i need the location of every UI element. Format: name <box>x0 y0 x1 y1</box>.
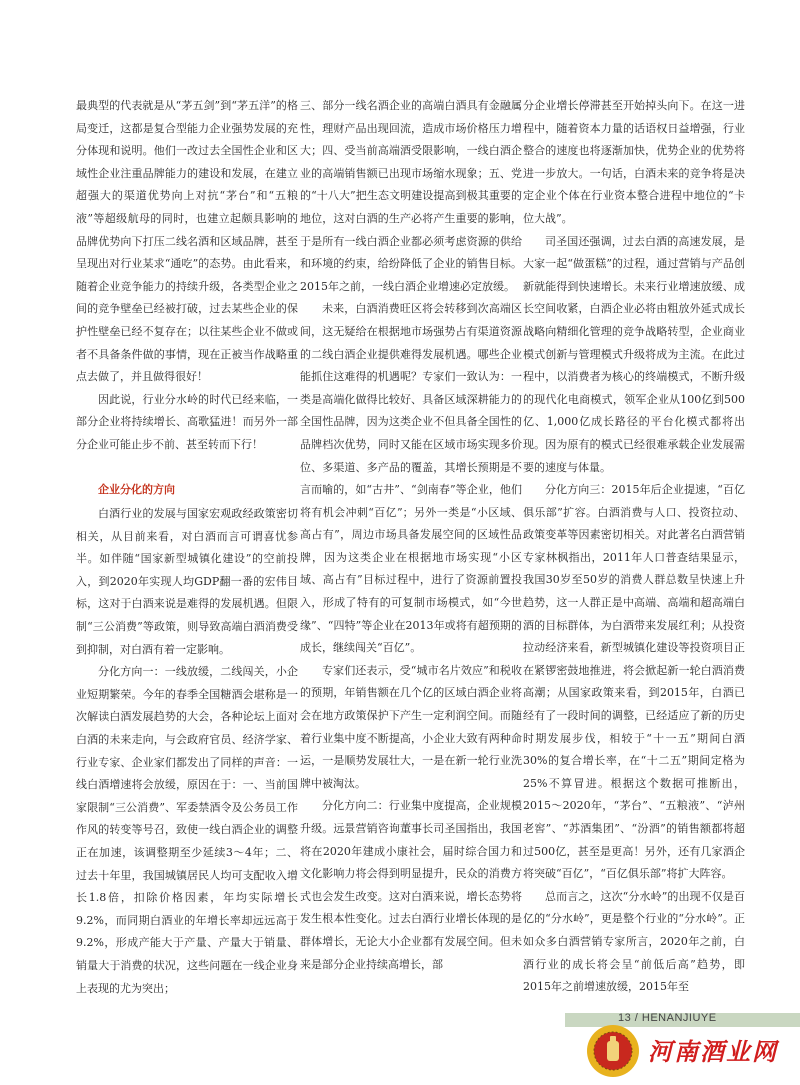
paragraph: 总而言之，这次“分水岭”的出现不仅是百亿的“分水岭”，更是整个行业的“分水岭”。正如众多白酒营销专家所言，2020年之前，白酒行业的成长将会呈“前低后高”趋势，即2015年之前增速放缓，2015年至 <box>523 889 745 994</box>
paragraph: 白酒行业的发展与国家宏观政经政策密切相关，从目前来看，对白酒而言可谓喜忧参半。如伴随“国家新型城镇化建设”的空前投入，到2020年实现人均GDP翻一番的宏伟目标，这对于白酒来说是难得的发展机遇。但限制“三公消费”等政策，则导致高端白酒消费受到抑制，对白酒有着一定影响。 <box>76 507 298 656</box>
article-column-1 <box>76 95 298 1000</box>
paragraph: 未来，白酒消费旺区将会转移到次高端区间，这无疑给在根据地市场强势占有渠道资源的二线白酒企业提供难得发展机遇。哪些企业能抓住这难得的机遇呢？专家们一致认为：一类是高端化做得比较好、具备区域深耕能力的全国性品牌，因为这类企业不但具备全国性的品牌档次优势，同时又能在区域市场实现多价位、多渠道、多产品的覆盖，其增长预期是不言而喻的，如“古井”、“剑南春”等企业，他们将有机会冲刺“百亿”；另外一类是“小区域、高占有”，周边市场具备发展空间的区域性品牌，因为这类企业在根据地市场实现“小区域、高占有”目标过程中，进行了资源前置投入，形成了特有的可复制市场模式，如“今世缘”、“四特”等企业在2013年或将有超预期的成长，继续闯关“百亿”。 <box>300 302 522 655</box>
paragraph: 分化方向一：一线放缓，二线闯关，小企业短期繁荣。今年的春季全国糖酒会堪称是一次解读白酒发展趋势的大会，各种论坛上面对白酒的未来走向，与会政府官员、经济学家、行业专家、企业家们都发出了同样的声音：一线白酒增速将会放缓，原因在于：一、当前国家限制“三公消费”、军委禁酒令及公务员工作作风的转变等号召，致使一线白酒企业的调整正在加速，该调整期至少延续3～4年；二、过去十年里，我国城镇居民人均可支配收入增长1.8倍，扣除价格因素，年均实际增长9.2%，而同期白酒业的年增长率却远远高于9.2%，形成产能大于产量、产量大于销量、销量大于消费的状况，这些问题在一线企业身上表现的尤为突出； <box>76 665 298 995</box>
paragraph: 因此说，行业分水岭的时代已经来临，一部分企业将持续增长、高歌猛进！而另外一部分企业可能止步不前、甚至转而下行！ <box>76 392 298 451</box>
page-number: 13 / HENANJIUYE <box>618 1012 717 1024</box>
paragraph: 最典型的代表就是从“茅五剑”到“茅五洋”的格局变迁，这都是复合型能力企业强势发展的充分体现和说明。他们一改过去全国性企业和区域性企业注重品牌能力的建设和发展，在建立超强大的渠道优势向上对抗“茅台”和“五粮液”等超级航母的同时，也建立起颇具影响的品牌优势向下打压二线名酒和区域品牌，甚至呈现出对行业某求“通吃”的态势。由此看来，随着企业竞争能力的持续升级，各类型企业之间的竞争壁垒已经被打破，过去某些企业的保护性壁垒已经不复存在；以往某些企业不做或者不具备条件做的事情，现在正被当作战略重点去做了，并且做得很好！ <box>76 99 298 384</box>
paragraph: 司圣国还强调，过去白酒的高速发展，是大家一起“做蛋糕”的过程，通过营销与产品创新就能得到快速增长。未来行业增速放缓、成长空间收紧，白酒企业必将由粗放外延式成长战略向精细化管理的竞争战略转型，企业商业模式创新与管理模式升级将成为主流。在此过程中，以消费者为核心的终端模式，不断升级的现代化电商模式，领军企业从100亿到500亿、1,000亿成长路径的平台化模式都将出现。因为原有的模式已经很难承载企业发展需要的速度与体量。 <box>523 234 745 474</box>
paragraph: 分化方向三：2015年后企业提速，“百亿俱乐部”扩容。白酒消费与人口、投资拉动、政策变革等因素密切相关。对此著名白酒营销专家林枫指出，2011年人口普查结果显示，我国30岁至50岁的消费人群总数呈快速上升趋势，这一人群正是中高端、高端和超高端白酒的目标群体，为白酒带来发展红利；从投资拉动经济来看，新型城镇化建设等投资项目正在紧锣密鼓地推进，将会掀起新一轮白酒消费高潮；从国家政策来看，到2015年，白酒已经有了一段时间的调整，已经适应了新的历史时期发展步伐，相较于“十一五”期间白酒30%的复合增长率，在“十二五”期间定格为25%不算冒进。根据这个数据可推断出，2015～2020年，“茅台”、“五粮液”、“泸州老窖”、“苏酒集团”、“汾酒”的销售额都将超过500亿，甚至是更高！另外，还有几家酒企将突破“百亿”，“百亿俱乐部”将扩大阵容。 <box>523 483 745 881</box>
henan-jiuye-logo-icon <box>586 1024 640 1078</box>
paragraph: 专家们还表示，受“城市名片效应”和税收的预期，年销售额在几个亿的区域白酒企业将会在地方政策保护下产生一定利润空间。而随着行业集中度不断提高，小企业大致有两种命运，一是顺势发展壮大，一是在新一轮行业洗牌中被淘汰。 <box>300 663 522 790</box>
paragraph: 分化方向二：行业集中度提高，企业规模升级。远景营销咨询董事长司圣国指出，我国将在2020年建成小康社会，届时综合国力和文化影响力将会得到明显提升，民众的消费方式也会发生改变。这对白酒来说，增长态势将发生根本性变化。过去白酒行业增长体现的是群体增长，无论大小企业都有发展空间。但未来是部分企业持续高增长，部 <box>300 799 522 971</box>
site-name: 河南酒业网 <box>648 1038 778 1066</box>
article-column-3 <box>523 95 745 999</box>
article-column-2 <box>300 95 522 976</box>
paragraph: 三、部分一线名酒企业的高端白酒具有金融属性，理财产品出现回流，造成市场价格压力增大；四、受当前高端酒受限影响，一线白酒企业的高端销售额已出现市场缩水现象；五、党的“十八大”把生态文明建设提高到极其重要的地位，这对白酒的生产必将产生重要的影响，于是所有一线白酒企业都必须考虑资源的供给和环境的约束，给纷降低了企业的销售目标。2015年之前，一线白酒企业增速必定放缓。 <box>300 99 522 293</box>
logo-bottle-neck <box>610 1036 616 1042</box>
logo-bottle-shape <box>607 1041 619 1061</box>
paragraph: 分企业增长停滞甚至开始掉头向下。在这一进程中，随着资本力量的话语权日益增强，行业整合的速度也将逐渐加快，优势企业的优势将进一步放大。一句话，白酒未来的竞争将是决定企业个体在行业资本整合进程中地位的“卡位大战”。 <box>523 99 745 225</box>
section-heading: 企业分化的方向 <box>98 482 175 496</box>
